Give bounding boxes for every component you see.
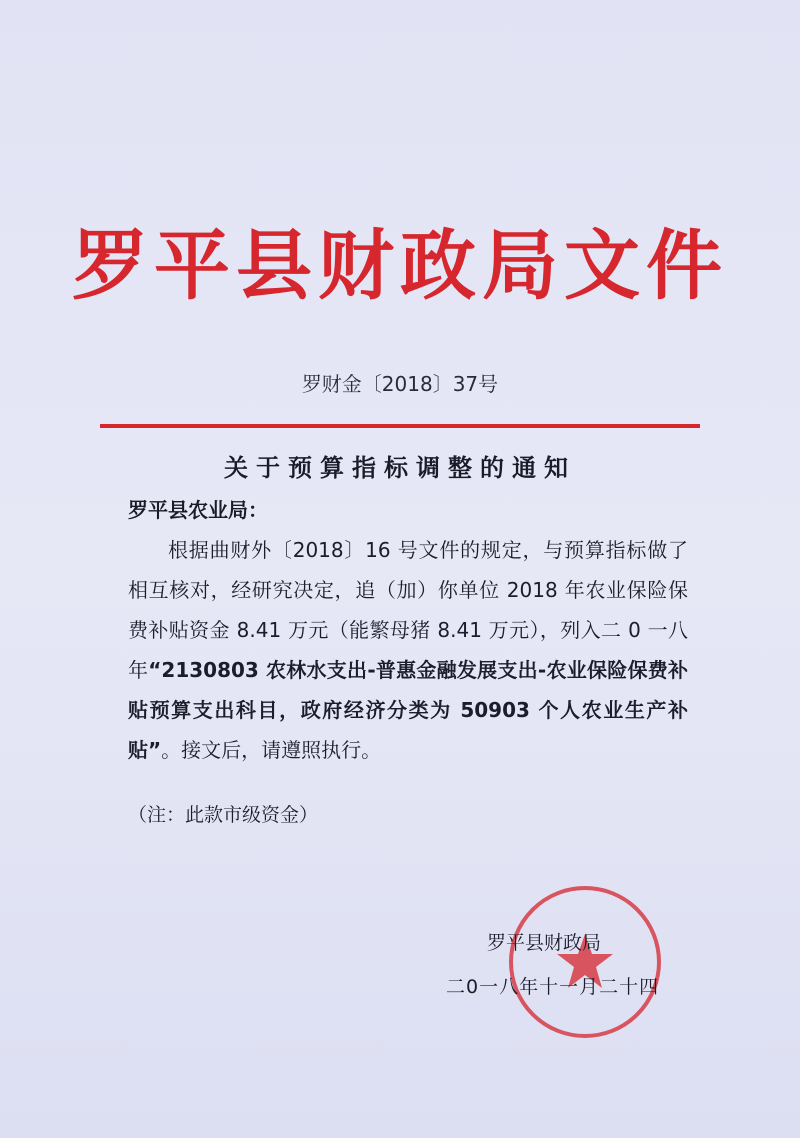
budget-subject-text: “2130803 农林水支出-普惠金融发展支出-农业保险保费补贴预算支出科目，政府经济分类为 50903 个人农业生产补贴”	[128, 658, 689, 762]
notice-body	[128, 530, 688, 770]
body-text-part1: 根据曲财外〔2018〕16 号文件的规定，与预算指标做了相互核对，经研究决定，追（加）你单位 2018 年农业保险保费补贴资金 8.41 万元（能繁母猪 8.41 万元），列入二 0 一八年	[128, 538, 688, 682]
red-divider-line	[100, 424, 700, 428]
body-paragraph	[128, 530, 688, 770]
notice-subject: 关于预算指标调整的通知	[224, 454, 576, 482]
issuer-name: 罗平县财政局	[487, 932, 602, 954]
document-number: 罗财金〔2018〕37号	[301, 372, 499, 396]
issue-date: 二0一八年十一月二十四	[446, 976, 660, 998]
addressee: 罗平县农业局：	[128, 498, 268, 522]
funding-note: （注：此款市级资金）	[128, 804, 319, 826]
document-title: 罗平县财政局文件	[72, 221, 728, 310]
body-text-part3: 。接文后，请遵照执行。	[161, 738, 382, 762]
official-seal	[505, 882, 665, 1042]
